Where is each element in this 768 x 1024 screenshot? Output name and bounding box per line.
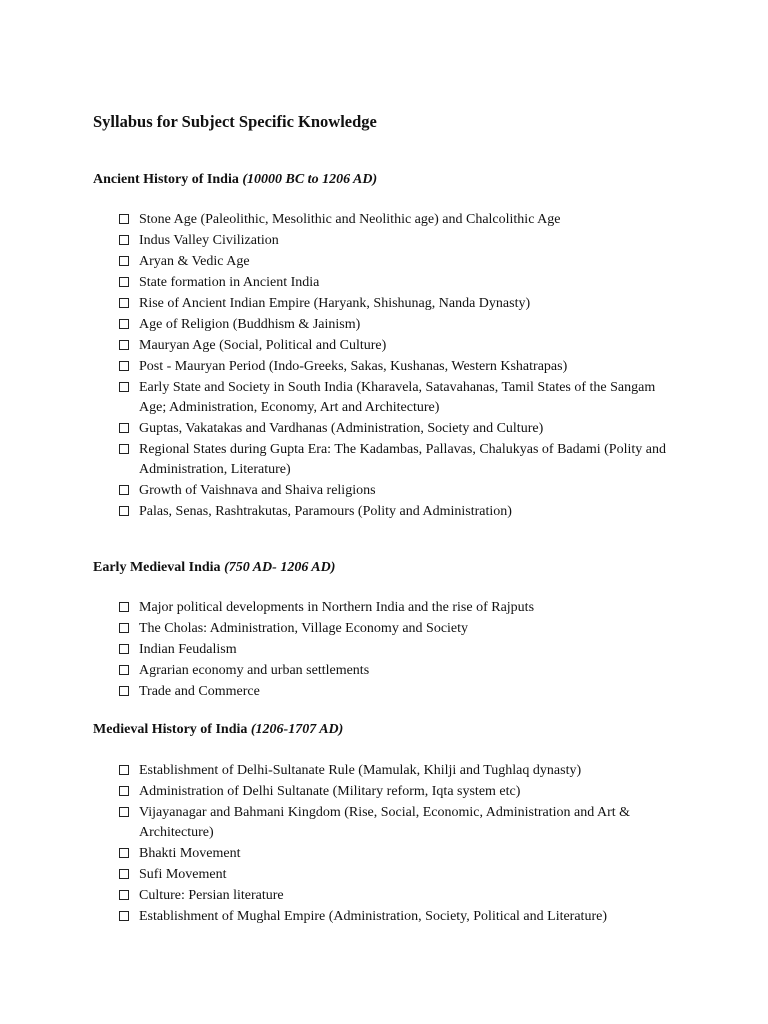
checkbox-icon [119,361,129,371]
document-title: Syllabus for Subject Specific Knowledge [93,112,377,131]
section-heading-early-medieval [93,560,335,576]
checkbox-icon [119,423,129,433]
list-item [118,231,678,251]
checkbox-icon [119,235,129,245]
topic-text: Culture: Persian literature [139,888,284,903]
checkbox-icon [119,644,129,654]
topic-text: Trade and Commerce [139,684,260,699]
topic-text: State formation in Ancient India [139,275,320,290]
checkbox-icon [119,340,129,350]
medieval-history-topic-list [118,761,678,928]
checkbox-icon [119,382,129,392]
checkbox-icon [119,869,129,879]
list-item [118,682,678,702]
checkbox-icon [119,665,129,675]
checkbox-icon [119,623,129,633]
list-item [118,619,678,639]
topic-text: Mauryan Age (Social, Political and Culture) [139,338,387,353]
list-item [118,761,678,781]
list-item [118,481,678,501]
topic-text: Post - Mauryan Period (Indo-Greeks, Sakas, Kushanas, Western Kshatrapas) [139,359,568,374]
checkbox-icon [119,277,129,287]
topic-text: Establishment of Delhi-Sultanate Rule (Mamulak, Khilji and Tughlaq dynasty) [139,763,582,778]
checkbox-icon [119,686,129,696]
list-item [118,661,678,681]
list-item [118,273,678,293]
topic-text: Agrarian economy and urban settlements [139,663,370,678]
section-title: Early Medieval India [93,560,221,575]
checkbox-icon [119,848,129,858]
section-period: (10000 BC to 1206 AD) [242,172,378,187]
list-item [118,315,678,335]
topic-text: Bhakti Movement [139,846,241,861]
topic-text: Age of Religion (Buddhism & Jainism) [139,317,361,332]
topic-text: Stone Age (Paleolithic, Mesolithic and Neolithic age) and Chalcolithic Age [139,212,561,227]
topic-text: Major political developments in Northern India and the rise of Rajputs [139,600,535,615]
checkbox-icon [119,786,129,796]
checkbox-icon [119,911,129,921]
topic-text: Palas, Senas, Rashtrakutas, Paramours (Polity and Administration) [139,504,512,519]
topic-text: Guptas, Vakatakas and Vardhanas (Administration, Society and Culture) [139,421,544,436]
checkbox-icon [119,298,129,308]
list-item [118,640,678,660]
section-heading-medieval-history [93,722,343,738]
topic-text: Vijayanagar and Bahmani Kingdom (Rise, Social, Economic, Administration and Art & Architecture) [139,805,631,840]
section-period: (750 AD- 1206 AD) [224,560,336,575]
checkbox-icon [119,485,129,495]
ancient-history-topic-list [118,210,678,523]
list-item [118,598,678,618]
list-item [118,782,678,802]
list-item [118,803,678,843]
list-item [118,865,678,885]
section-title: Medieval History of India [93,722,248,737]
topic-text: Sufi Movement [139,867,227,882]
topic-text: Indus Valley Civilization [139,233,279,248]
section-heading-ancient-history [93,172,377,188]
topic-text: Aryan & Vedic Age [139,254,250,269]
topic-text: Rise of Ancient Indian Empire (Haryank, Shishunag, Nanda Dynasty) [139,296,531,311]
list-item [118,419,678,439]
topic-text: Indian Feudalism [139,642,237,657]
checkbox-icon [119,506,129,516]
list-item [118,336,678,356]
checkbox-icon [119,256,129,266]
early-medieval-topic-list [118,598,678,703]
checkbox-icon [119,765,129,775]
list-item [118,907,678,927]
topic-text: Growth of Vaishnava and Shaiva religions [139,483,376,498]
list-item [118,252,678,272]
list-item [118,210,678,230]
list-item [118,357,678,377]
section-title: Ancient History of India [93,172,239,187]
checkbox-icon [119,807,129,817]
checkbox-icon [119,444,129,454]
list-item [118,502,678,522]
topic-text: Early State and Society in South India (Kharavela, Satavahanas, Tamil States of the Sangam Age; Administration, Economy, Art and Architecture) [139,380,656,415]
section-period: (1206-1707 AD) [250,722,344,737]
checkbox-icon [119,319,129,329]
checkbox-icon [119,602,129,612]
topic-text: Administration of Delhi Sultanate (Military reform, Iqta system etc) [139,784,521,799]
list-item [118,440,678,480]
list-item [118,378,678,418]
checkbox-icon [119,890,129,900]
list-item [118,844,678,864]
topic-text: Establishment of Mughal Empire (Administration, Society, Political and Literature) [139,909,607,924]
topic-text: The Cholas: Administration, Village Economy and Society [139,621,469,636]
list-item [118,886,678,906]
checkbox-icon [119,214,129,224]
topic-text: Regional States during Gupta Era: The Kadambas, Pallavas, Chalukyas of Badami (Polity and Administration, Literature) [139,442,666,477]
list-item [118,294,678,314]
